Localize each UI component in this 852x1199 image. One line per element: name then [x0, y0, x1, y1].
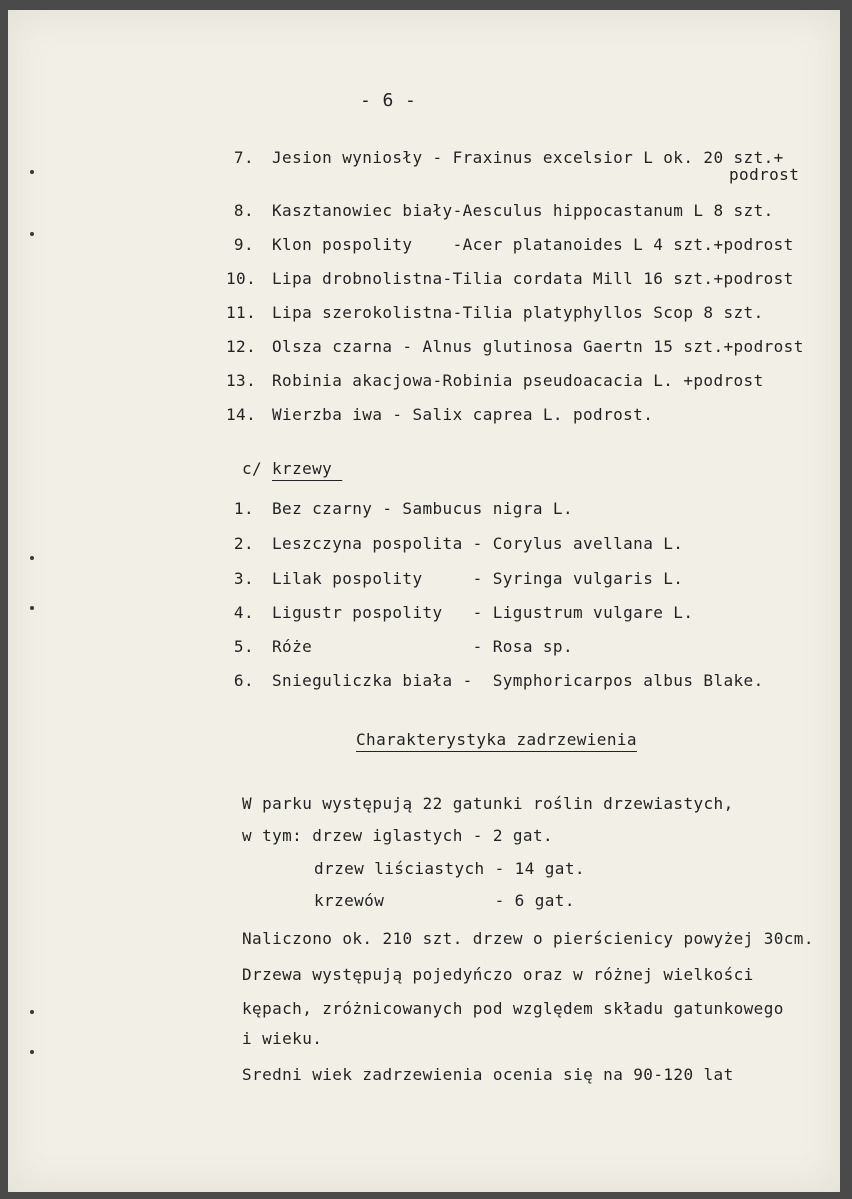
list-item-number: 3. — [233, 569, 254, 588]
list-item-number: 6. — [233, 671, 254, 690]
list-item-number: 8. — [233, 201, 254, 220]
list-item-number: 13. — [226, 371, 257, 390]
list-item-number: 11. — [226, 303, 257, 322]
paragraph-line: krzewów - 6 gat. — [314, 891, 575, 910]
list-item-number: 7. — [233, 148, 254, 167]
list-item-text: Ligustr pospolity - Ligustrum vulgare L. — [272, 603, 694, 622]
margin-mark — [30, 170, 34, 174]
paragraph-line: Sredni wiek zadrzewienia ocenia się na 90-120 lat — [242, 1065, 734, 1084]
list-item-number: 14. — [226, 405, 257, 424]
section-heading: krzewy — [272, 459, 343, 478]
list-item-text: Wierzba iwa - Salix caprea L. podrost. — [272, 405, 654, 424]
page-number: - 6 - — [360, 90, 417, 111]
list-item-text: Lipa drobnolistna-Tilia cordata Mill 16 szt.+podrost — [272, 269, 794, 288]
paragraph-line: i wieku. — [242, 1029, 323, 1048]
list-item-number: 4. — [233, 603, 254, 622]
list-item-text: Bez czarny - Sambucus nigra L. — [272, 499, 573, 518]
margin-mark — [30, 556, 34, 560]
list-item-text: Jesion wyniosły - Fraxinus excelsior L ok. 20 szt.+ — [272, 148, 784, 167]
list-item-number: 5. — [233, 637, 254, 656]
list-item-text: Leszczyna pospolita - Corylus avellana L. — [272, 534, 684, 553]
paragraph-line: w tym: drzew iglastych - 2 gat. — [242, 826, 554, 845]
section-title: Charakterystyka zadrzewienia — [356, 730, 637, 749]
margin-mark — [30, 232, 34, 236]
list-item-number: 9. — [233, 235, 254, 254]
paragraph-line: Drzewa występują pojedyńczo oraz w różnej wielkości — [242, 965, 754, 984]
list-item-text: Róże - Rosa sp. — [272, 637, 573, 656]
document-page — [8, 10, 840, 1192]
list-item-text: Olsza czarna - Alnus glutinosa Gaertn 15 szt.+podrost — [272, 337, 804, 356]
paragraph-line: drzew liściastych - 14 gat. — [314, 859, 585, 878]
list-item-text: Kasztanowiec biały-Aesculus hippocastanum L 8 szt. — [272, 201, 774, 220]
margin-mark — [30, 606, 34, 610]
list-item-number: 12. — [226, 337, 257, 356]
paragraph-line: W parku występują 22 gatunki roślin drzewiastych, — [242, 794, 734, 813]
list-item-number: 2. — [233, 534, 254, 553]
paragraph-line: Naliczono ok. 210 szt. drzew o pierścienicy powyżej 30cm. — [242, 929, 814, 948]
list-item-text: Robinia akacjowa-Robinia pseudoacacia L. +podrost — [272, 371, 764, 390]
margin-mark — [30, 1050, 34, 1054]
margin-mark — [30, 1010, 34, 1014]
section-heading-prefix: c/ — [242, 459, 263, 478]
list-item-number: 1. — [233, 499, 254, 518]
paragraph-line: kępach, zróżnicowanych pod względem składu gatunkowego — [242, 999, 784, 1018]
list-item-number: 10. — [226, 269, 257, 288]
list-item-text: Klon pospolity -Acer platanoides L 4 szt.+podrost — [272, 235, 794, 254]
list-item-text: Snieguliczka biała - Symphoricarpos albus Blake. — [272, 671, 764, 690]
list-item-text: Lipa szerokolistna-Tilia platyphyllos Scop 8 szt. — [272, 303, 764, 322]
list-item-continuation: podrost — [729, 165, 800, 184]
list-item-text: Lilak pospolity - Syringa vulgaris L. — [272, 569, 684, 588]
